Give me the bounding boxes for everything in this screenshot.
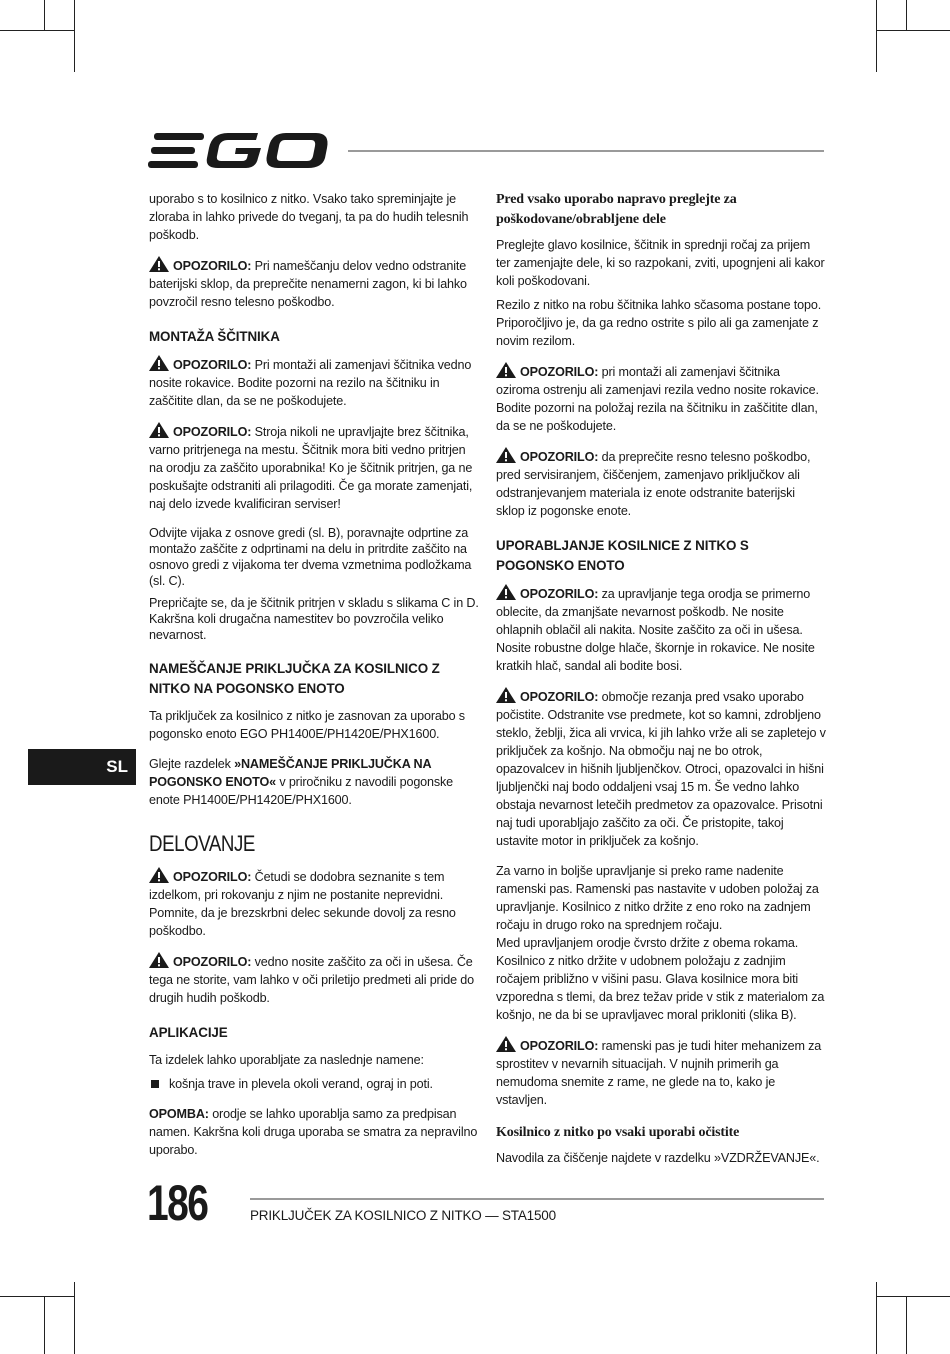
- crop-mark-tr-v2: [906, 0, 907, 30]
- page-number: 186: [147, 1175, 208, 1231]
- warning-text: Četudi se dodobra seznanite s tem izdelkom, pri rokovanju z njim ne postanite neprevidni. Pomnite, da je brezskrbni delec sekunde dovolj za resno poškodbo.: [149, 870, 456, 938]
- warning-label: OPOZORILO:: [173, 425, 252, 439]
- intro-paragraph: uporabo s to kosilnico z nitko. Vsako tako spreminjajte je zloraba in lahko privede do tveganj, ta pa do hudih telesnih poškodb.: [149, 192, 469, 242]
- ego-logo: [148, 128, 332, 174]
- warning-label: OPOZORILO:: [173, 259, 252, 273]
- using-paragraph-2: Med upravljanjem orodje čvrsto držite z obema rokama. Kosilnico z nitko držite v udobnem položaju z zadnjim ročajem približno v višini pasu. Glava kosilnice mora biti vzporedna s tlemi, da brez težav pride v stik z materialom za košnjo, ne da bi se upravljavec moral prikloniti (slika B).: [496, 936, 825, 1022]
- attach-ref-title: »NAMEŠČANJE PRIKLJUČKA NA POGONSKO ENOTO«: [149, 757, 431, 789]
- crop-mark-tl-v2: [44, 0, 45, 30]
- operation-heading: DELOVANJE: [149, 831, 255, 856]
- warning-text: ramenski pas je tudi hiter mehanizem za sprostitev v nevarnih situacijah. V nujnih primerih ga nemudoma snemite z rame, ne glede na to, kako je vstavljen.: [496, 1039, 822, 1107]
- clean-heading: Kosilnico z nitko po vsaki uporabi očistite: [496, 1125, 740, 1140]
- crop-mark-bl-v2: [44, 1296, 45, 1354]
- warning-icon: [496, 584, 516, 600]
- footer-rule: [250, 1198, 824, 1200]
- warning-paragraph: [496, 447, 826, 520]
- warning-icon: [496, 362, 516, 378]
- warning-icon: [149, 867, 169, 883]
- applications-heading: APLIKACIJE: [149, 1025, 228, 1040]
- attach-paragraph-1: Ta priključek za kosilnico z nitko je zasnovan za uporabo s pogonsko enoto EGO PH1400E/PH1420E/PHX1600.: [149, 709, 465, 741]
- list-item: [149, 1075, 479, 1093]
- list-item-text: košnja trave in plevela okoli verand, ograj in poti.: [169, 1077, 433, 1091]
- crop-mark-tl-h: [0, 30, 74, 31]
- warning-icon: [149, 952, 169, 968]
- warning-paragraph: [149, 422, 479, 513]
- warning-paragraph: [496, 1036, 826, 1109]
- crop-mark-bl-v: [74, 1282, 75, 1354]
- warning-text: Pri montaži ali zamenjavi ščitnika vedno nosite rokavice. Bodite pozorni na rezilo na ščitniku in zaščitite dlan, da se ne poškodujete.: [149, 358, 472, 408]
- warning-text: območje rezanja pred vsako uporabo počistite. Odstranite vse predmete, kot so kamni, zdrobljeno steklo, žeblji, žica ali vrvica, ki jih lahko vrže ali se zapletejo v priključek za košnjo. Na območju naj ne bo otrok, opazovalcev in hišnih ljubljenčkov. Otroci, opazovalci in hišni ljubljenčki naj bodo oddaljeni vsaj 15 m. Še vedno lahko obstaja nevarnost letečih predmetov za opazovalce. Prisotni naj tudi uporabljajo zaščito za oči. Če pristopite, takoj ustavite motor in priključek za košnjo.: [496, 690, 826, 848]
- warning-paragraph: [149, 256, 479, 311]
- warning-paragraph: [149, 355, 479, 410]
- warning-label: OPOZORILO:: [173, 870, 252, 884]
- attach-ref-pre: Glejte razdelek: [149, 757, 235, 771]
- warning-label: OPOZORILO:: [520, 587, 599, 601]
- warning-paragraph: [149, 952, 479, 1007]
- attach-heading: NAMEŠČANJE PRIKLJUČKA ZA KOSILNICO Z NITKO NA POGONSKO ENOTO: [149, 661, 440, 696]
- shield-paragraph-1: Odvijte vijaka z osnove gredi (sl. B), poravnajte odprtine za montažo zaščite z odprtinami na delu in pritrdite zaščito na osnovo gredi z vijakoma ter dvema vzmetnima podložkama (sl. C).: [149, 526, 472, 588]
- shield-heading: MONTAŽA ŠČITNIKA: [149, 329, 280, 344]
- warning-label: OPOZORILO:: [520, 450, 599, 464]
- footer-title: PRIKLJUČEK ZA KOSILNICO Z NITKO — STA1500: [250, 1208, 556, 1223]
- warning-label: OPOZORILO:: [520, 365, 599, 379]
- warning-paragraph: [149, 867, 479, 940]
- warning-paragraph: [496, 362, 826, 435]
- warning-label: OPOZORILO:: [173, 955, 252, 969]
- warning-text: za upravljanje tega orodja se primerno oblecite, da zmanjšate nevarnost poškodb. Ne nosite ohlapnih oblačil ali nakita. Nosite zaščito za oči in ušesa. Nosite robustne dolge hlače, škornje in rokavice. Ne nosite kratkih hlač, sandal ali bodite bosi.: [496, 587, 815, 673]
- inspect-heading: Pred vsako uporabo napravo preglejte za poškodovane/obrabljene dele: [496, 192, 737, 227]
- crop-mark-tr-h: [876, 30, 950, 31]
- note-paragraph: [149, 1105, 479, 1159]
- warning-icon: [496, 447, 516, 463]
- applications-intro: Ta izdelek lahko uporabljate za naslednje namene:: [149, 1053, 424, 1067]
- warning-paragraph: [496, 687, 826, 850]
- warning-label: OPOZORILO:: [520, 1039, 599, 1053]
- attach-ref-post: v priročniku z navodili pogonske enote PH1400E/PH1420E/PHX1600.: [149, 775, 454, 807]
- warning-icon: [149, 355, 169, 371]
- clean-paragraph: Navodila za čiščenje najdete v razdelku »VZDRŽEVANJE«.: [496, 1151, 820, 1165]
- warning-label: OPOZORILO:: [520, 690, 599, 704]
- crop-mark-tl-v: [74, 0, 75, 72]
- shield-paragraph-2: Prepričajte se, da je ščitnik pritrjen v skladu s slikama C in D. Kakršna koli drugačna namestitev bo povzročila veliko nevarnost.: [149, 596, 479, 642]
- warning-text: da preprečite resno telesno poškodbo, pred servisiranjem, čiščenjem, zamenjavo priključkov ali odstranjevanjem materiala iz enote odstranite baterijski sklop iz pogonske enote.: [496, 450, 811, 518]
- note-text: orodje se lahko uporablja samo za predpisan namen. Kakršna koli druga uporaba se smatra za nepravilno uporabo.: [149, 1107, 478, 1157]
- using-paragraph-1: Za varno in boljše upravljanje si preko rame nadenite ramenski pas. Ramenski pas nastavite v udoben položaj za upravljanje. Kosilnico z nitko držite z eno roko na zadnjem ročaju in drugo roko na sprednjem ročaju.: [496, 864, 819, 932]
- attach-paragraph-2: [149, 755, 479, 809]
- warning-icon: [496, 1036, 516, 1052]
- warning-icon: [496, 687, 516, 703]
- crop-mark-bl-h: [0, 1296, 74, 1297]
- warning-text: Pri nameščanju delov vedno odstranite baterijski sklop, da preprečite nenamerni zagon, ki bi lahko povzročil resno telesno poškodbo.: [149, 259, 467, 309]
- left-column: [149, 190, 479, 1171]
- warning-icon: [149, 256, 169, 272]
- header-rule: [348, 150, 824, 152]
- right-column: [496, 190, 826, 1179]
- crop-mark-br-v: [876, 1282, 877, 1354]
- crop-mark-br-v2: [906, 1296, 907, 1354]
- warning-label: OPOZORILO:: [173, 358, 252, 372]
- using-heading: UPORABLJANJE KOSILNICE Z NITKO S POGONSKO ENOTO: [496, 538, 749, 573]
- note-label: OPOMBA:: [149, 1107, 209, 1121]
- bullet-square-icon: [151, 1080, 159, 1088]
- crop-mark-br-h: [876, 1296, 950, 1297]
- warning-text: vedno nosite zaščito za oči in ušesa. Če tega ne storite, vam lahko v oči priletijo predmeti ali pride do drugih hudih poškodb.: [149, 955, 475, 1005]
- warning-paragraph: [496, 584, 826, 675]
- warning-text: Stroja nikoli ne upravljajte brez ščitnika, varno pritrjenega na mestu. Ščitnik mora biti vedno pritrjen na orodju za zaščito uporabnika! Ko je ščitnik pritrjen, ga ne poskušajte odstraniti ali prilagoditi. Če ga morate zamenjati, naj delo izvede kvalificiran serviser!: [149, 425, 473, 511]
- warning-icon: [149, 422, 169, 438]
- language-tab: SL: [28, 749, 136, 785]
- inspect-paragraph-1: Preglejte glavo kosilnice, ščitnik in sprednji ročaj za prijem ter zamenjajte dele, ki so razpokani, zviti, upognjeni ali kakor koli poškodovani.: [496, 238, 825, 288]
- inspect-paragraph-2: Rezilo z nitko na robu ščitnika lahko sčasoma postane topo. Priporočljivo je, da ga redno ostrite s pilo ali ga zamenjate z novim rezilom.: [496, 298, 822, 348]
- crop-mark-tr-v: [876, 0, 877, 72]
- warning-text: pri montaži ali zamenjavi ščitnika oziroma ostrenju ali zamenjavi rezila vedno nosite rokavice. Bodite pozorni na položaj rezila na ščitniku in zaščitite dlan, da se ne poškodujete.: [496, 365, 819, 433]
